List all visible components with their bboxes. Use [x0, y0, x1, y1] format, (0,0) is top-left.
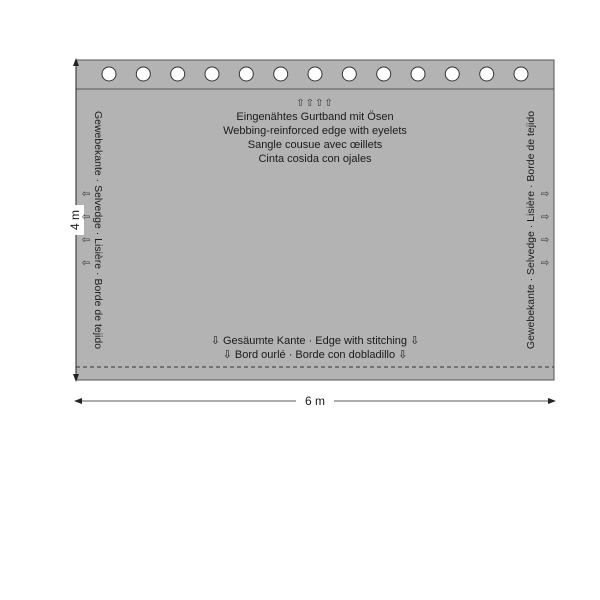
height-label: 4 m	[68, 209, 83, 231]
top-caption-fr: Sangle cousue avec œillets	[247, 139, 383, 151]
right-selvedge-label: Gewebekante · Selvedge · Lisière · Borde de tejido	[524, 110, 537, 350]
left-arrow-1: ⇦	[81, 189, 91, 200]
bottom-caption-line2: ⇩ Bord ourlé · Borde con dobladillo ⇩	[222, 349, 408, 361]
eyelet	[239, 67, 253, 81]
eyelet	[171, 67, 185, 81]
right-arrowhead	[548, 398, 556, 404]
left-selvedge-label: Gewebekante · Selvedge · Lisière · Borde de tejido	[92, 110, 105, 350]
eyelet	[445, 67, 459, 81]
eyelet	[205, 67, 219, 81]
left-arrowhead	[74, 398, 82, 404]
width-label: 6 m	[304, 394, 326, 408]
top-caption-de: Eingenähtes Gurtband mit Ösen	[236, 111, 394, 123]
right-arrow-1: ⇨	[540, 189, 550, 200]
left-arrow-4: ⇦	[81, 258, 91, 269]
width-dimension	[74, 393, 556, 409]
right-arrow-3: ⇨	[540, 235, 550, 246]
eyelet	[342, 67, 356, 81]
right-arrow-4: ⇨	[540, 258, 550, 269]
up-arrows: ⇧⇧⇧⇧	[296, 98, 334, 109]
eyelet	[274, 67, 288, 81]
eyelet	[102, 67, 116, 81]
eyelet	[514, 67, 528, 81]
eyelet	[411, 67, 425, 81]
eyelet	[308, 67, 322, 81]
eyelet	[136, 67, 150, 81]
right-arrow-2: ⇨	[540, 212, 550, 223]
top-caption-en: Webbing-reinforced edge with eyelets	[223, 125, 407, 137]
bottom-caption-line1: ⇩ Gesäumte Kante · Edge with stitching ⇩	[210, 335, 420, 347]
left-arrow-3: ⇦	[81, 235, 91, 246]
top-caption-es: Cinta cosida con ojales	[258, 153, 372, 165]
eyelet	[377, 67, 391, 81]
left-arrow-2: ⇦	[81, 212, 91, 223]
eyelet	[480, 67, 494, 81]
